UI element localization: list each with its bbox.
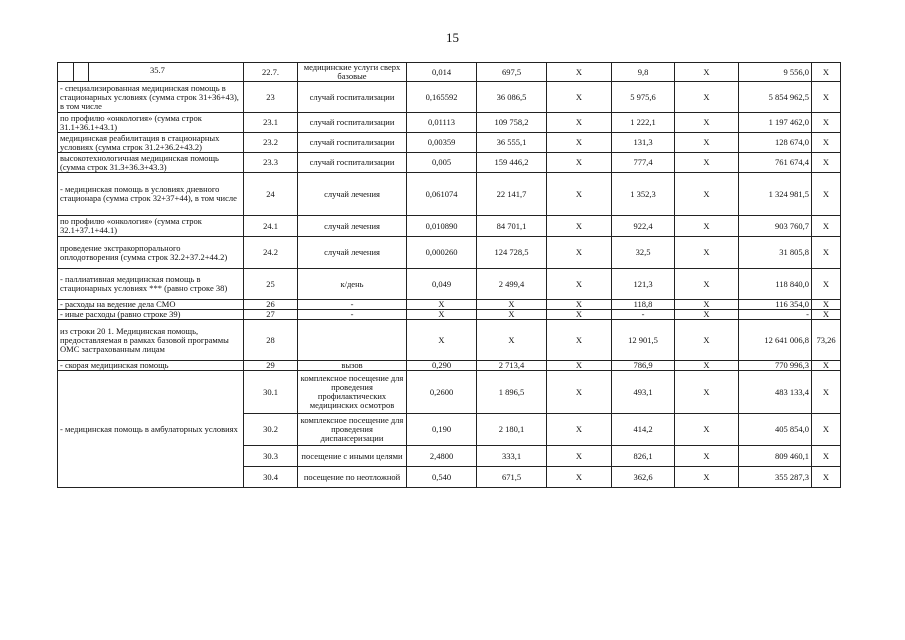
total-sum: 118 840,0	[739, 269, 812, 300]
col-x1: X	[547, 414, 612, 446]
total-sum: 483 133,4	[739, 371, 812, 414]
total-sum: 761 674,4	[739, 153, 812, 173]
cost-per-unit: 36 555,1	[477, 133, 547, 153]
col-x2: X	[675, 216, 739, 237]
volume: 0,010890	[407, 216, 477, 237]
per-capita: 5 975,6	[612, 82, 675, 113]
per-capita: 414,2	[612, 414, 675, 446]
row-description: из строки 20 1. Медицинская помощь, предоставляемая в рамках базовой программы ОМС застрахованным лицам	[58, 320, 244, 361]
table-row	[58, 371, 841, 414]
row-description: - медицинская помощь в амбулаторных условиях	[58, 371, 244, 488]
table-row	[58, 361, 841, 371]
unit-of-measure: посещение с иными целями	[298, 446, 407, 467]
col-x1: X	[547, 300, 612, 310]
cost-per-unit: 1 896,5	[477, 371, 547, 414]
volume: 0,2600	[407, 371, 477, 414]
col-x2: X	[675, 310, 739, 320]
table-row	[58, 153, 841, 173]
row-description: - специализированная медицинская помощь в стационарных условиях (сумма строк 31+36+43), в том числе	[58, 82, 244, 113]
total-sum: 1 324 981,5	[739, 173, 812, 216]
per-capita: 922,4	[612, 216, 675, 237]
per-capita: 118,8	[612, 300, 675, 310]
col-x1: X	[547, 173, 612, 216]
col-x3: X	[812, 414, 841, 446]
volume: 0,061074	[407, 173, 477, 216]
col-x1: X	[547, 371, 612, 414]
col-x2: X	[675, 320, 739, 361]
col-x1: X	[547, 269, 612, 300]
col-x3: X	[812, 237, 841, 269]
row-number: 22.7.	[244, 63, 298, 82]
unit-of-measure: посещение по неотложной	[298, 467, 407, 488]
unit-of-measure: случай госпитализации	[298, 133, 407, 153]
row-number: 24.1	[244, 216, 298, 237]
cost-per-unit: 109 758,2	[477, 113, 547, 133]
col-x1: X	[547, 63, 612, 82]
col-x2: X	[675, 371, 739, 414]
volume: 0,00359	[407, 133, 477, 153]
table-row	[58, 63, 841, 82]
row-description: - паллиативная медицинская помощь в стационарных условиях *** (равно строке 38)	[58, 269, 244, 300]
volume: 0,049	[407, 269, 477, 300]
unit-of-measure: -	[298, 300, 407, 310]
total-sum: 405 854,0	[739, 414, 812, 446]
per-capita: 786,9	[612, 361, 675, 371]
per-capita: 1 222,1	[612, 113, 675, 133]
empty-subcell	[58, 63, 74, 81]
col-x2: X	[675, 63, 739, 82]
row-number: 23.1	[244, 113, 298, 133]
unit-of-measure: случай госпитализации	[298, 82, 407, 113]
volume: 0,01113	[407, 113, 477, 133]
table-row	[58, 269, 841, 300]
row-number: 28	[244, 320, 298, 361]
row-number: 30.1	[244, 371, 298, 414]
col-x2: X	[675, 361, 739, 371]
col-x2: X	[675, 133, 739, 153]
unit-of-measure: случай госпитализации	[298, 113, 407, 133]
col-x1: X	[547, 361, 612, 371]
volume: X	[407, 310, 477, 320]
col-x1: X	[547, 446, 612, 467]
cost-per-unit: 84 701,1	[477, 216, 547, 237]
col-x2: X	[675, 113, 739, 133]
row-description: - иные расходы (равно строке 39)	[58, 310, 244, 320]
row-number: 26	[244, 300, 298, 310]
total-sum: 12 641 006,8	[739, 320, 812, 361]
volume: 0,165592	[407, 82, 477, 113]
volume: X	[407, 320, 477, 361]
volume: 0,000260	[407, 237, 477, 269]
unit-of-measure: вызов	[298, 361, 407, 371]
col-x3: X	[812, 153, 841, 173]
col-x3: X	[812, 113, 841, 133]
table-row	[58, 237, 841, 269]
total-sum: 116 354,0	[739, 300, 812, 310]
volume: 0,014	[407, 63, 477, 82]
total-sum: 355 287,3	[739, 467, 812, 488]
total-sum: 770 996,3	[739, 361, 812, 371]
table-row	[58, 310, 841, 320]
cost-per-unit: X	[477, 300, 547, 310]
total-sum: 809 460,1	[739, 446, 812, 467]
volume: 0,190	[407, 414, 477, 446]
table-row	[58, 320, 841, 361]
cost-per-unit: 36 086,5	[477, 82, 547, 113]
per-capita: -	[612, 310, 675, 320]
unit-of-measure	[298, 320, 407, 361]
row-number: 23.2	[244, 133, 298, 153]
row-description: - расходы на ведение дела СМО	[58, 300, 244, 310]
col-x1: X	[547, 153, 612, 173]
row-number: 24.2	[244, 237, 298, 269]
cost-per-unit: 333,1	[477, 446, 547, 467]
col-x3: X	[812, 300, 841, 310]
cost-per-unit: X	[477, 310, 547, 320]
row-description: - скорая медицинская помощь	[58, 361, 244, 371]
col-x3: X	[812, 216, 841, 237]
volume: X	[407, 300, 477, 310]
per-capita: 12 901,5	[612, 320, 675, 361]
col-x2: X	[675, 269, 739, 300]
volume: 0,290	[407, 361, 477, 371]
row-description	[58, 63, 244, 82]
col-x1: X	[547, 216, 612, 237]
col-x1: X	[547, 133, 612, 153]
table-row	[58, 216, 841, 237]
unit-of-measure: -	[298, 310, 407, 320]
cost-per-unit: 671,5	[477, 467, 547, 488]
row-number: 24	[244, 173, 298, 216]
col-x1: X	[547, 320, 612, 361]
cost-per-unit: 22 141,7	[477, 173, 547, 216]
table-row	[58, 113, 841, 133]
cost-per-unit: 124 728,5	[477, 237, 547, 269]
total-sum: 1 197 462,0	[739, 113, 812, 133]
unit-of-measure: случай лечения	[298, 173, 407, 216]
per-capita: 362,6	[612, 467, 675, 488]
cost-per-unit: 2 499,4	[477, 269, 547, 300]
per-capita: 121,3	[612, 269, 675, 300]
per-capita: 777,4	[612, 153, 675, 173]
unit-of-measure: медицинские услуги сверх базовые	[298, 63, 407, 82]
per-capita: 32,5	[612, 237, 675, 269]
unit-of-measure: случай лечения	[298, 237, 407, 269]
total-sum: -	[739, 310, 812, 320]
per-capita: 826,1	[612, 446, 675, 467]
row-number: 30.3	[244, 446, 298, 467]
col-x2: X	[675, 446, 739, 467]
col-x3: X	[812, 269, 841, 300]
row-description: высокотехнологичная медицинская помощь (сумма строк 31.3+36.3+43.3)	[58, 153, 244, 173]
col-x3: X	[812, 467, 841, 488]
col-x1: X	[547, 82, 612, 113]
col-x3: X	[812, 310, 841, 320]
row-description: по профилю «онкология» (сумма строк 32.1+37.1+44.1)	[58, 216, 244, 237]
col-x2: X	[675, 414, 739, 446]
volume: 0,005	[407, 153, 477, 173]
col-x2: X	[675, 173, 739, 216]
table-row	[58, 300, 841, 310]
financing-table	[57, 62, 841, 488]
row-description: медицинская реабилитация в стационарных условиях (сумма строк 31.2+36.2+43.2)	[58, 133, 244, 153]
row-code: 35.7	[150, 65, 165, 75]
total-sum: 5 854 962,5	[739, 82, 812, 113]
col-x3: X	[812, 63, 841, 82]
col-x3: X	[812, 82, 841, 113]
unit-of-measure: случай госпитализации	[298, 153, 407, 173]
volume: 0,540	[407, 467, 477, 488]
volume: 2,4800	[407, 446, 477, 467]
total-sum: 9 556,0	[739, 63, 812, 82]
col-x3: X	[812, 173, 841, 216]
row-number: 25	[244, 269, 298, 300]
per-capita: 131,3	[612, 133, 675, 153]
table-row	[58, 173, 841, 216]
row-number: 30.4	[244, 467, 298, 488]
col-x1: X	[547, 237, 612, 269]
cost-per-unit: 2 713,4	[477, 361, 547, 371]
total-sum: 31 805,8	[739, 237, 812, 269]
table-row	[58, 133, 841, 153]
col-x2: X	[675, 300, 739, 310]
col-x3: X	[812, 361, 841, 371]
row-number: 29	[244, 361, 298, 371]
col-x3: 73,26	[812, 320, 841, 361]
col-x3: X	[812, 133, 841, 153]
col-x2: X	[675, 467, 739, 488]
unit-of-measure: комплексное посещение для проведения профилактических медицинских осмотров	[298, 371, 407, 414]
cost-per-unit: 2 180,1	[477, 414, 547, 446]
col-x1: X	[547, 310, 612, 320]
per-capita: 9,8	[612, 63, 675, 82]
table-row	[58, 82, 841, 113]
col-x1: X	[547, 467, 612, 488]
page-number: 15	[446, 30, 459, 45]
total-sum: 903 760,7	[739, 216, 812, 237]
per-capita: 493,1	[612, 371, 675, 414]
cost-per-unit: X	[477, 320, 547, 361]
row-number: 27	[244, 310, 298, 320]
col-x3: X	[812, 446, 841, 467]
per-capita: 1 352,3	[612, 173, 675, 216]
unit-of-measure: комплексное посещение для проведения диспансеризации	[298, 414, 407, 446]
unit-of-measure: к/день	[298, 269, 407, 300]
row-description: проведение экстракорпорального оплодотворения (сумма строк 32.2+37.2+44.2)	[58, 237, 244, 269]
row-number: 23.3	[244, 153, 298, 173]
row-description: по профилю «онкология» (сумма строк 31.1+36.1+43.1)	[58, 113, 244, 133]
col-x3: X	[812, 371, 841, 414]
col-x1: X	[547, 113, 612, 133]
unit-of-measure: случай лечения	[298, 216, 407, 237]
col-x2: X	[675, 237, 739, 269]
col-x2: X	[675, 82, 739, 113]
cost-per-unit: 159 446,2	[477, 153, 547, 173]
row-description: - медицинская помощь в условиях дневного стационара (сумма строк 32+37+44), в том числе	[58, 173, 244, 216]
row-number: 23	[244, 82, 298, 113]
row-number: 30.2	[244, 414, 298, 446]
cost-per-unit: 697,5	[477, 63, 547, 82]
total-sum: 128 674,0	[739, 133, 812, 153]
empty-subcell	[73, 63, 89, 81]
col-x2: X	[675, 153, 739, 173]
